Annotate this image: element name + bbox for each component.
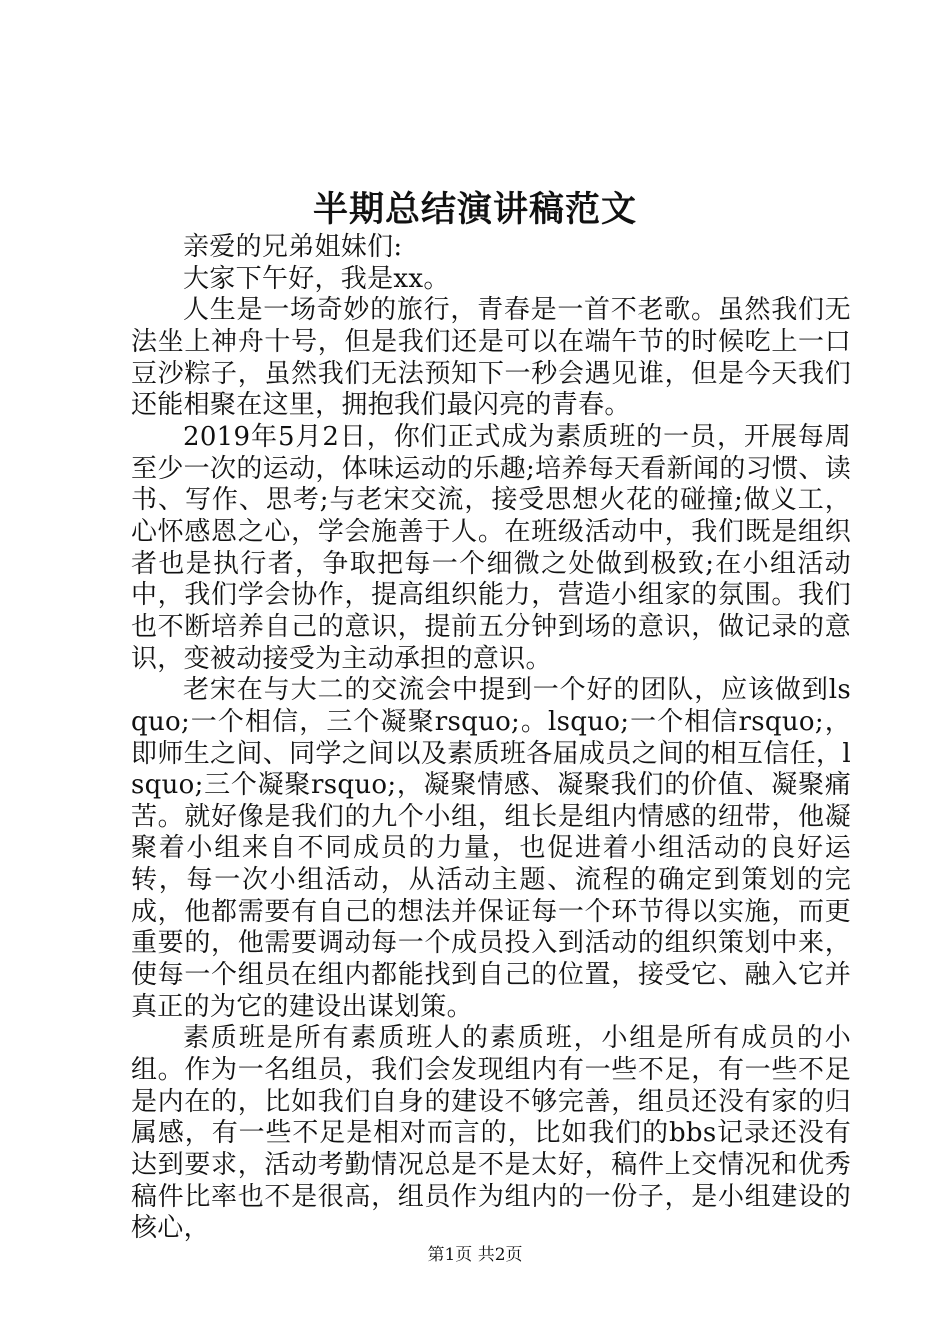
paragraph-4: 素质班是所有素质班人的素质班，小组是所有成员的小组。作为一名组员，我们会发现组内有一些不足，有一些不足是内在的，比如我们自身的建设不够完善，组员还没有家的归属感，有一些不足是相对而言的，比如我们的bbs记录还没有达到要求，活动考勤情况总是不是太好，稿件上交情况和优秀稿件比率也不是很高，组员作为组内的一份子，是小组建设的核心， <box>131 1023 851 1244</box>
page-footer: 第1页 共2页 <box>427 1245 523 1265</box>
document-body <box>131 232 851 1245</box>
paragraph-greeting: 大家下午好，我是xx。 <box>183 263 450 294</box>
paragraph-1: 人生是一场奇妙的旅行，青春是一首不老歌。虽然我们无法坐上神舟十号，但是我们还是可以在端午节的时候吃上一口豆沙粽子，虽然我们无法预知下一秒会遇见谁，但是今天我们还能相聚在这里，拥抱我们最闪亮的青春。 <box>131 295 851 421</box>
paragraph-salutation: 亲爱的兄弟姐妹们: <box>183 232 403 262</box>
paragraph-2: 2019年5月2日，你们正式成为素质班的一员，开展每周至少一次的运动，体味运动的乐趣;培养每天看新闻的习惯、读书、写作、思考;与老宋交流，接受思想火花的碰撞;做义工，心怀感恩之心，学会施善于人。在班级活动中，我们既是组织者也是执行者，争取把每一个细微之处做到极致;在小组活动中，我们学会协作，提高组织能力，营造小组家的氛围。我们也不断培养自己的意识，提前五分钟到场的意识，做记录的意识，变被动接受为主动承担的意识。 <box>131 421 851 674</box>
document-title: 半期总结演讲稿范文 <box>312 189 637 230</box>
paragraph-3: 老宋在与大二的交流会中提到一个好的团队，应该做到lsquo;一个相信，三个凝聚rsquo;。lsquo;一个相信rsquo;，即师生之间、同学之间以及素质班各届成员之间的相互信任，lsquo;三个凝聚rsquo;，凝聚情感、凝聚我们的价值、凝聚痛苦。就好像是我们的九个小组，组长是组内情感的纽带，他凝聚着小组来自不同成员的力量，也促进着小组活动的良好运转，每一次小组活动，从活动主题、流程的确定到策划的完成，他都需要有自己的想法并保证每一个环节得以实施，而更重要的，他需要调动每一个成员投入到活动的组织策划中来，使每一个组员在组内都能找到自己的位置，接受它、融入它并真正的为它的建设出谋划策。 <box>131 675 851 1022</box>
